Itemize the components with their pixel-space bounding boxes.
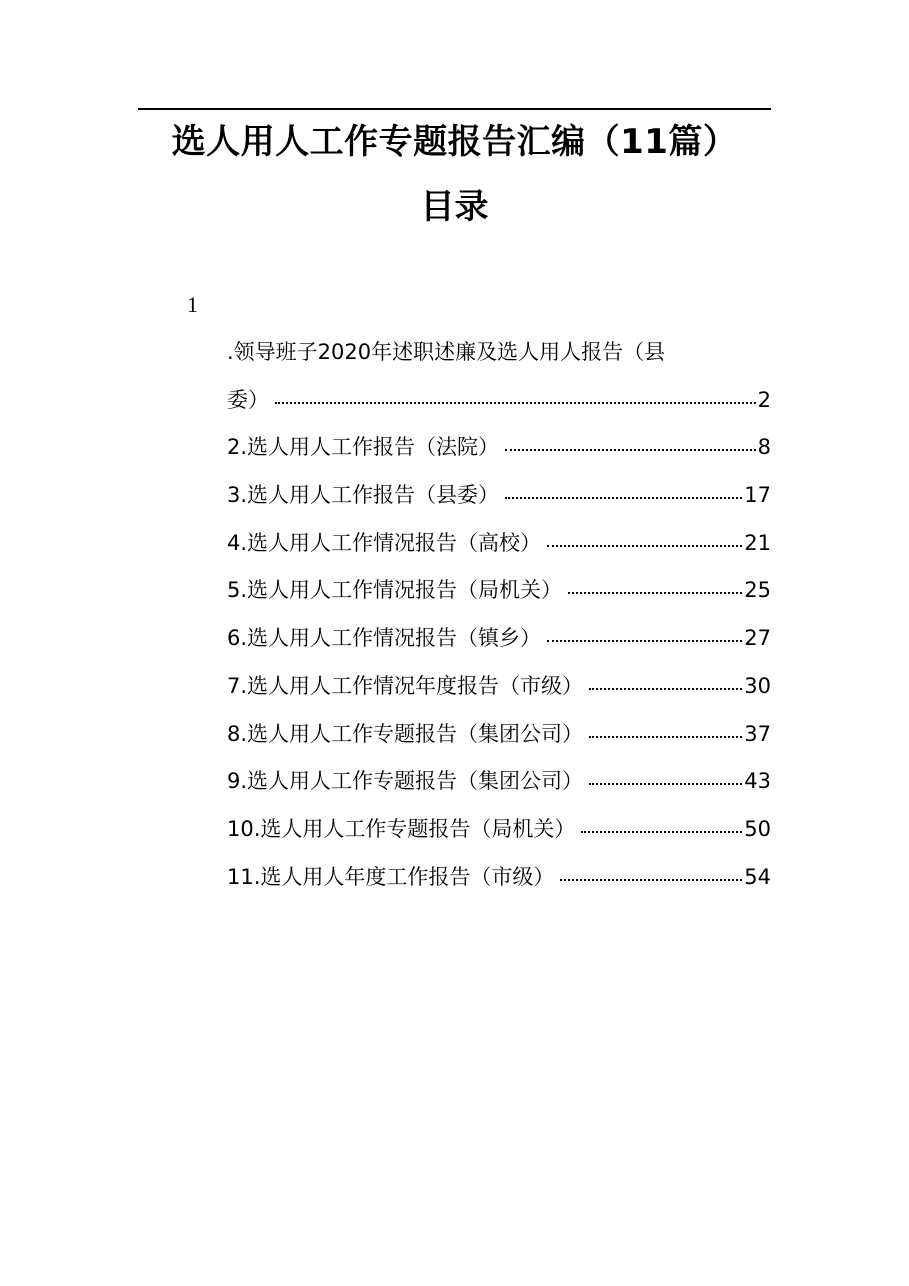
toc-item-text: 4.选人用人工作情况报告（高校） — [227, 530, 542, 555]
toc-page-number: 54 — [744, 864, 771, 889]
toc-item-1-line2[interactable] — [227, 377, 771, 425]
toc-page-number: 8 — [757, 435, 771, 460]
toc-item-9[interactable] — [227, 758, 771, 806]
toc-page-number: 37 — [744, 721, 771, 746]
toc-heading: 目录 — [420, 187, 489, 227]
dot-leader — [505, 497, 742, 499]
toc-item-text: 9.选人用人工作专题报告（集团公司） — [227, 769, 584, 794]
toc-page-number: 30 — [744, 673, 771, 698]
toc-item-text: 2.选人用人工作报告（法院） — [227, 435, 500, 460]
dot-leader — [589, 736, 742, 738]
toc-item-text: 8.选人用人工作专题报告（集团公司） — [227, 721, 584, 746]
dot-leader — [581, 831, 742, 833]
toc-item-text: 10.选人用人工作专题报告（局机关） — [227, 816, 576, 841]
toc-item-2[interactable] — [227, 424, 771, 472]
toc-item-5[interactable] — [227, 567, 771, 615]
toc-page-number: 17 — [744, 483, 771, 508]
toc-page-number: 21 — [744, 530, 771, 555]
toc-page-number: 43 — [744, 769, 771, 794]
toc-item-10[interactable] — [227, 806, 771, 854]
toc-item-text: 委） — [227, 387, 269, 412]
toc-item-text: 7.选人用人工作情况年度报告（市级） — [227, 673, 584, 698]
toc-item-3[interactable] — [227, 472, 771, 520]
toc-item-8[interactable] — [227, 711, 771, 759]
toc-item-1-line1[interactable] — [227, 329, 771, 377]
dot-leader — [589, 688, 742, 690]
table-of-contents — [227, 329, 771, 901]
toc-item-text: 5.选人用人工作情况报告（局机关） — [227, 578, 563, 603]
toc-item-text: .领导班子2020年述职述廉及选人用人报告（县 — [227, 340, 666, 364]
document-title: 选人用人工作专题报告汇编（11篇） — [171, 122, 738, 162]
dot-leader — [275, 402, 756, 404]
toc-item-7[interactable] — [227, 663, 771, 711]
dot-leader — [560, 879, 742, 881]
top-divider — [138, 108, 771, 110]
toc-item-text: 11.选人用人年度工作报告（市级） — [227, 864, 555, 889]
dot-leader — [505, 449, 756, 451]
toc-page-number: 50 — [744, 816, 771, 841]
dot-leader — [547, 640, 742, 642]
toc-item-text: 6.选人用人工作情况报告（镇乡） — [227, 626, 542, 651]
toc-first-item-number: 1 — [187, 292, 198, 317]
dot-leader — [547, 545, 742, 547]
toc-page-number: 25 — [744, 578, 771, 603]
dot-leader — [589, 783, 742, 785]
toc-page-number: 2 — [757, 387, 771, 412]
toc-page-number: 27 — [744, 626, 771, 651]
dot-leader — [568, 592, 742, 594]
toc-item-text: 3.选人用人工作报告（县委） — [227, 483, 500, 508]
toc-item-6[interactable] — [227, 615, 771, 663]
toc-item-4[interactable] — [227, 520, 771, 568]
toc-item-11[interactable] — [227, 854, 771, 902]
